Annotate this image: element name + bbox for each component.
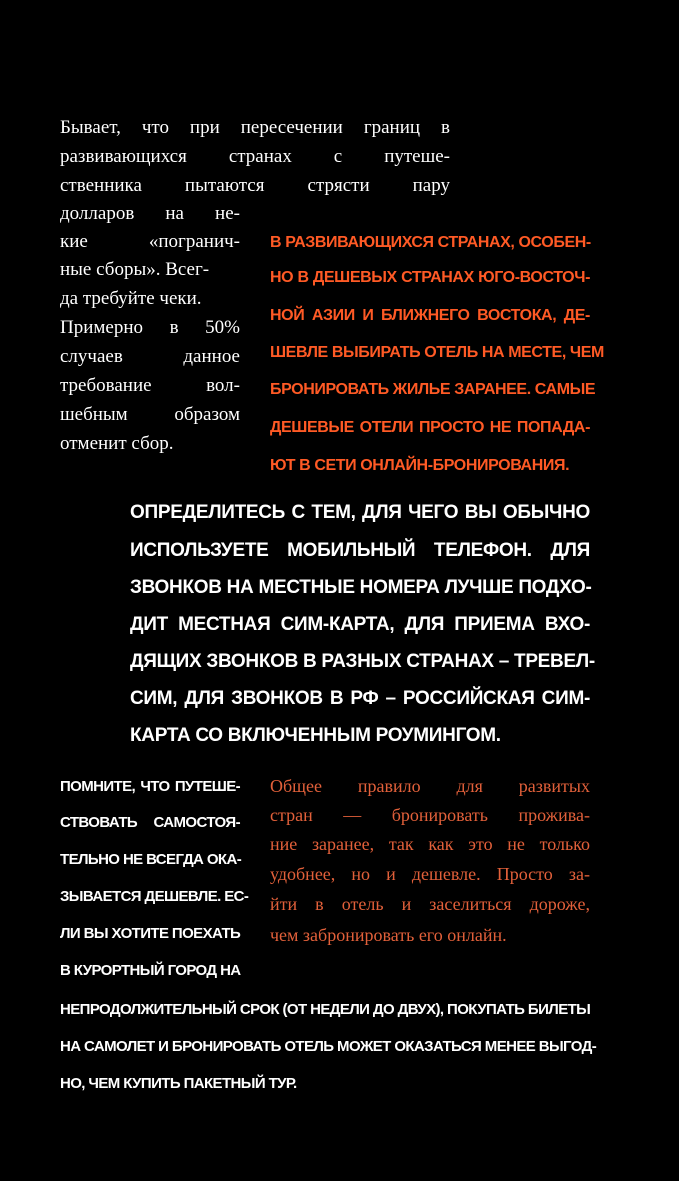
text-line: Бывает, что при пересечении границ в [60,117,450,138]
text-line: йти в отель и заселиться дороже, [270,894,590,914]
text-line: ЗВОНКОВ НА МЕСТНЫЕ НОМЕРА ЛУЧШЕ ПОДХО- [130,577,592,598]
text-line: ДИТ МЕСТНАЯ СИМ-КАРТА, ДЛЯ ПРИЕМА ВХО- [130,614,590,635]
text-line: случаев данное [60,346,240,367]
text-line: КАРТА СО ВКЛЮЧЕННЫМ РОУМИНГОМ. [130,725,501,746]
text-line: НА САМОЛЕТ И БРОНИРОВАТЬ ОТЕЛЬ МОЖЕТ ОКАЗАТЬСЯ МЕНЕЕ ВЫГОД- [60,1038,597,1055]
text-line: НОЙ АЗИИ И БЛИЖНЕГО ВОСТОКА, ДЕ- [270,307,590,324]
text-line: НЕПРОДОЛЖИТЕЛЬНЫЙ СРОК (ОТ НЕДЕЛИ ДО ДВУХ), ПОКУПАТЬ БИЛЕТЫ [60,1001,591,1018]
text-line: ПОМНИТЕ, ЧТО ПУТЕШЕ- [60,778,240,795]
text-line: ОПРЕДЕЛИТЕСЬ С ТЕМ, ДЛЯ ЧЕГО ВЫ ОБЫЧНО [130,502,590,523]
text-line: ственника пытаются стрясти пару [60,175,450,196]
text-line: Общее правило для развитых [270,776,590,796]
text-line: ные сборы». Всег- [60,259,210,280]
text-line: В РАЗВИВАЮЩИХСЯ СТРАНАХ, ОСОБЕН- [270,234,591,251]
text-line: БРОНИРОВАТЬ ЖИЛЬЕ ЗАРАНЕЕ. САМЫЕ [270,381,596,398]
text-line: развивающихся странах с путеше- [60,146,450,167]
text-line: СТВОВАТЬ САМОСТОЯ- [60,814,240,831]
text-line: ЛИ ВЫ ХОТИТЕ ПОЕХАТЬ [60,925,241,942]
text-line: чем забронировать его онлайн. [270,925,507,945]
text-line: Примерно в 50% [60,317,240,338]
text-line: ЮТ В СЕТИ ОНЛАЙН-БРОНИРОВАНИЯ. [270,457,570,474]
text-line: ЗЫВАЕТСЯ ДЕШЕВЛЕ. ЕС- [60,888,249,905]
text-line: да требуйте чеки. [60,288,202,309]
text-line: ИСПОЛЬЗУЕТЕ МОБИЛЬНЫЙ ТЕЛЕФОН. ДЛЯ [130,540,590,561]
text-line: СИМ, ДЛЯ ЗВОНКОВ В РФ – РОССИЙСКАЯ СИМ- [130,688,590,709]
text-line: ДЕШЕВЫЕ ОТЕЛИ ПРОСТО НЕ ПОПАДА- [270,419,590,436]
text-line: отменит сбор. [60,433,174,454]
text-line: НО В ДЕШЕВЫХ СТРАНАХ ЮГО-ВОСТОЧ- [270,269,590,286]
text-line: ДЯЩИХ ЗВОНКОВ В РАЗНЫХ СТРАНАХ – ТРЕВЕЛ- [130,651,595,672]
text-line: В КУРОРТНЫЙ ГОРОД НА [60,962,241,979]
text-line: долларов на не- [60,203,240,224]
text-line: ШЕВЛЕ ВЫБИРАТЬ ОТЕЛЬ НА МЕСТЕ, ЧЕМ [270,344,604,361]
text-line: ние заранее, так как это не только [270,834,590,854]
text-line: НО, ЧЕМ КУПИТЬ ПАКЕТНЫЙ ТУР. [60,1075,297,1092]
text-line: кие «погранич- [60,231,240,252]
text-line: требование вол- [60,375,240,396]
text-line: удобнее, но и дешевле. Просто за- [270,864,590,884]
text-line: стран — бронировать прожива- [270,805,590,825]
text-line: шебным образом [60,404,240,425]
text-line: ТЕЛЬНО НЕ ВСЕГДА ОКА- [60,851,242,868]
